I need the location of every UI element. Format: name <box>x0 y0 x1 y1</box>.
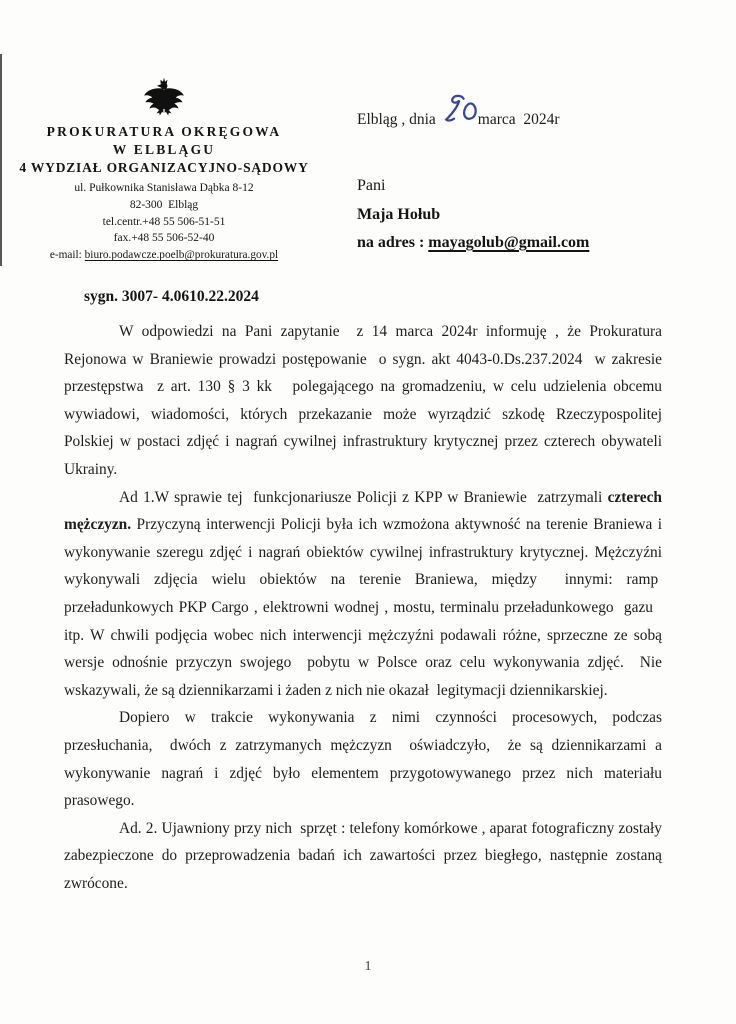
email-label: e-mail: <box>49 249 85 262</box>
fax-number: fax.+48 55 506-52-40 <box>113 232 215 245</box>
scan-edge-artifact <box>0 54 2 266</box>
recipient-block <box>357 172 589 258</box>
department-line: 4 WYDZIAŁ ORGANIZACYJNO-SĄDOWY <box>19 160 309 175</box>
email-address: biuro.podawcze.poelb@prokuratura.gov.pl <box>84 249 279 262</box>
eagle-icon <box>142 72 186 119</box>
body-text <box>64 318 662 897</box>
paragraph-4: Ad. 2. Ujawniony przy nich sprzęt : telefony komórkowe , aparat fotograficzny zostały zabezpieczone do przeprowadzenia badań ich zawartości przez biegłego, następnie zostaną zwrócone. <box>64 819 662 892</box>
date-line <box>357 92 560 129</box>
handwritten-day-ink <box>441 92 481 128</box>
paragraph-2-rest: Przyczyną interwencji Policji była ich wzmożona aktywność na terenie Braniewa i wykonywanie szeregu zdjęć i nagrań obiektów cywilnej infrastruktury krytycznej. Mężczyźni wykonywali zdjęcia wielu obiektów na terenie Braniewa, między innymi: ramp przeładunkowych PKP Cargo , elektrowni wodnej , mostu, terminalu przeładunkowego gazu itp. W chwili podjęcia wobec nich interwencji mężczyźni podawali różne, sprzeczne ze sobą wersje odnośnie przyczyn swojego pobytu w Polsce oraz celu wykonywania zdjęć. Nie wskazywali, że są dziennikarzami i żaden z nich nie okazał legitymacji dziennikarskiej. <box>64 516 662 699</box>
recipient-salutation: Pani <box>357 177 386 194</box>
org-name-line1: PROKURATURA OKRĘGOWA <box>46 124 282 139</box>
date-suffix: marca 2024r <box>477 111 560 128</box>
street-address: ul. Pułkownika Stanisława Dąbka 8-12 <box>74 182 254 194</box>
paragraph-3: Dopiero w trakcie wykonywania z nimi czynności procesowych, podczas przesłuchania, dwóch z zatrzymanych mężczyzn oświadczyło, że są dziennikarzami a wykonywanie nagrań i zdjęć było elementem przygotowywanego przez nich materiału prasowego. <box>64 709 662 810</box>
paragraph-2 <box>64 484 662 705</box>
handwritten-day <box>441 92 481 128</box>
paragraph-1: W odpowiedzi na Pani zapytanie z 14 marca 2024r informuję , że Prokuratura Rejonowa w Braniewie prowadzi postępowanie o sygn. akt 4043-0.Ds.237.2024 w zakresie przestępstwa z art. 130 § 3 kk polegającego na gromadzeniu, w celu udzielenia obcemu wywiadowi, wiadomości, których przekazanie może wyrządzić szkodę Rzeczypospolitej Polskiej w postaci zdjęć i nagrań cywilnej infrastruktury krytycznej przez czterech obywateli Ukrainy. <box>64 323 662 478</box>
polish-eagle-emblem <box>32 72 296 121</box>
org-name-line2: W ELBLĄGU <box>112 142 216 157</box>
phone-number: tel.centr.+48 55 506-51-51 <box>102 215 226 228</box>
recipient-name: Maja Hołub <box>357 205 441 223</box>
date-place-prefix: Elbląg , dnia <box>357 111 436 128</box>
detained-men-bold-phrase: czterech mężczyzn. <box>64 488 662 534</box>
page-number: 1 <box>364 959 372 974</box>
letterhead <box>19 72 309 264</box>
paragraph-2-lead: Ad 1.W sprawie tej funkcjonariusze Policji z KPP w Braniewie zatrzymali <box>119 488 608 506</box>
recipient-email: mayagolub@gmail.com <box>428 234 590 251</box>
email-line <box>32 248 296 264</box>
recipient-address-line <box>357 229 589 258</box>
recipient-address-label: na adres : <box>357 234 429 251</box>
reference-number: sygn. 3007- 4.0610.22.2024 <box>84 288 259 305</box>
postal-city: 82-300 Elbląg <box>129 198 199 211</box>
